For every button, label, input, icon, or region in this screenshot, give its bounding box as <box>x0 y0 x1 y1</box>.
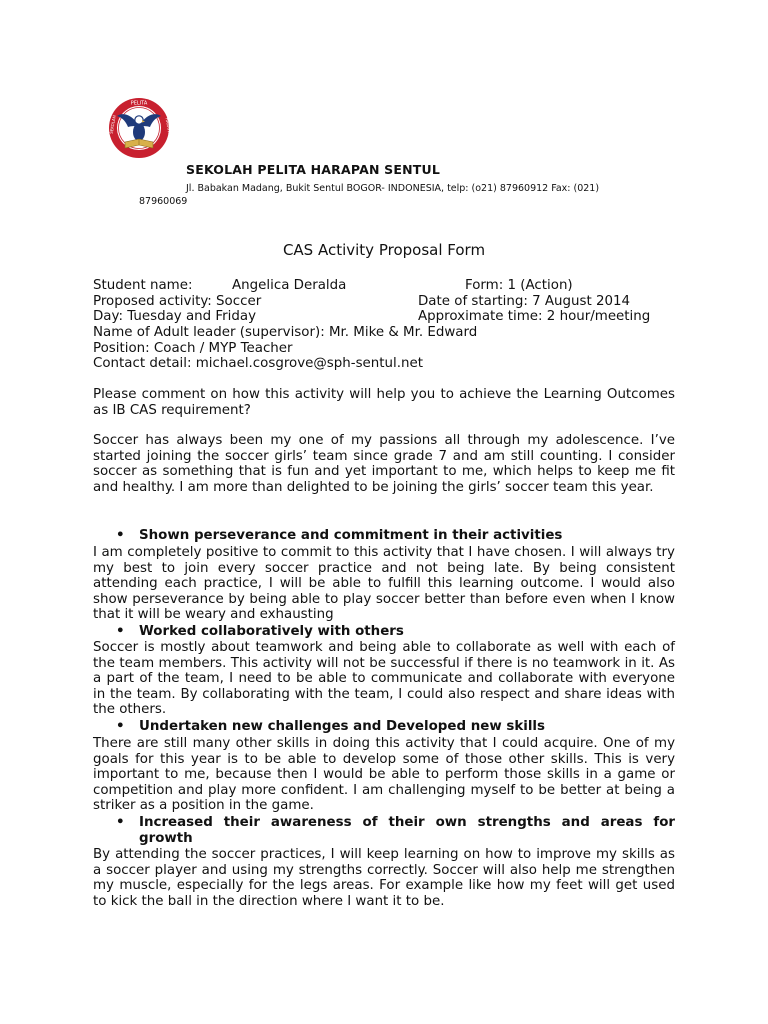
logo-ring-text-top: PELITA <box>130 100 148 107</box>
info-row-activity <box>93 294 693 310</box>
school-logo <box>106 96 172 164</box>
school-address: Jl. Babakan Madang, Bukit Sentul BOGOR- INDONESIA, telp: (o21) 87960912 Fax: (021) 87960069 <box>139 183 600 207</box>
student-name-label: Student name: <box>93 278 193 293</box>
section-heading-challenges <box>93 719 675 735</box>
bullet-icon: • <box>116 624 125 639</box>
info-row-leader <box>93 325 693 341</box>
section-heading-text: Shown perseverance and commitment in their activities <box>139 528 563 543</box>
info-row-day <box>93 309 693 325</box>
info-row-contact <box>93 356 693 372</box>
form-title: CAS Activity Proposal Form <box>282 241 486 259</box>
logo-ring-text-left: SEKOLAH <box>108 114 117 135</box>
leader-position: Position: Coach / MYP Teacher <box>93 340 293 356</box>
section-heading-text: Increased their awareness of their own strengths and areas for growth <box>139 815 675 846</box>
activity-day: Day: Tuesday and Friday <box>93 309 256 325</box>
section-heading-awareness <box>93 815 675 846</box>
section-paragraph-challenges: There are still many other skills in doing this activity that I could acquire. One of my goals for this year is to be able to develop some of those other skills. This is very important to me, because then I would be able to perform those skills in a game or competition and play more confident. I am challenging myself to be better at being a striker as a position in the game. <box>93 736 675 814</box>
info-row-position <box>93 341 693 357</box>
bullet-icon: • <box>116 815 125 830</box>
section-heading-text: Undertaken new challenges and Developed new skills <box>139 719 545 734</box>
section-paragraph-awareness: By attending the soccer practices, I will keep learning on how to improve my skills as a soccer player and using my strengths correctly. Soccer will also help me strengthen my muscle, especially for the legs areas. For example like how my feet will get used to kick the ball in the direction where I want it to be. <box>93 847 675 909</box>
student-name-value: Angelica Deralda <box>232 278 347 293</box>
section-paragraph-collaboration: Soccer is mostly about teamwork and being able to collaborate as well with each of the team members. This activity will not be successful if there is no teamwork in it. As a part of the team, I need to be able to communicate and collaborate with everyone in the team. By collaborating with the team, I could also respect and share ideas with the others. <box>93 640 675 718</box>
school-logo-emblem <box>106 96 172 164</box>
comment-prompt: Please comment on how this activity will help you to achieve the Learning Outcomes as IB CAS requirement? <box>93 387 675 418</box>
section-heading-text: Worked collaboratively with others <box>139 624 404 639</box>
section-heading-perseverance <box>93 528 675 544</box>
intro-paragraph: Soccer has always been my one of my passions all through my adolescence. I’ve started joining the soccer girls’ team since grade 7 and am still counting. I consider soccer as something that is fun and yet important to me, which helps to keep me fit and healthy. I am more than delighted to be joining the girls’ soccer team this year. <box>93 433 675 495</box>
form-value: Form: 1 (Action) <box>465 278 573 293</box>
bullet-icon: • <box>116 528 125 543</box>
contact-detail: Contact detail: michael.cosgrove@sph-sentul.net <box>93 356 423 372</box>
school-name: SEKOLAH PELITA HARAPAN SENTUL <box>186 162 441 177</box>
proposal-info-block <box>93 278 693 372</box>
adult-leader: Name of Adult leader (supervisor): Mr. Mike & Mr. Edward <box>93 325 478 341</box>
bullet-icon: • <box>116 719 125 734</box>
approximate-time: Approximate time: 2 hour/meeting <box>418 309 651 325</box>
date-of-starting: Date of starting: 7 August 2014 <box>418 293 631 309</box>
info-row-student <box>93 278 693 294</box>
logo-ring-text-right: HARAPAN <box>164 117 172 137</box>
section-heading-collaboration <box>93 624 675 640</box>
proposed-activity: Proposed activity: Soccer <box>93 293 262 309</box>
section-paragraph-perseverance: I am completely positive to commit to this activity that I have chosen. I will always try my best to join every soccer practice and not being late. By being consistent attending each practice, I will be able to fulfill this learning outcome. I would also show perseverance by being able to play soccer better than before even when I know that it will be weary and exhausting <box>93 545 675 623</box>
